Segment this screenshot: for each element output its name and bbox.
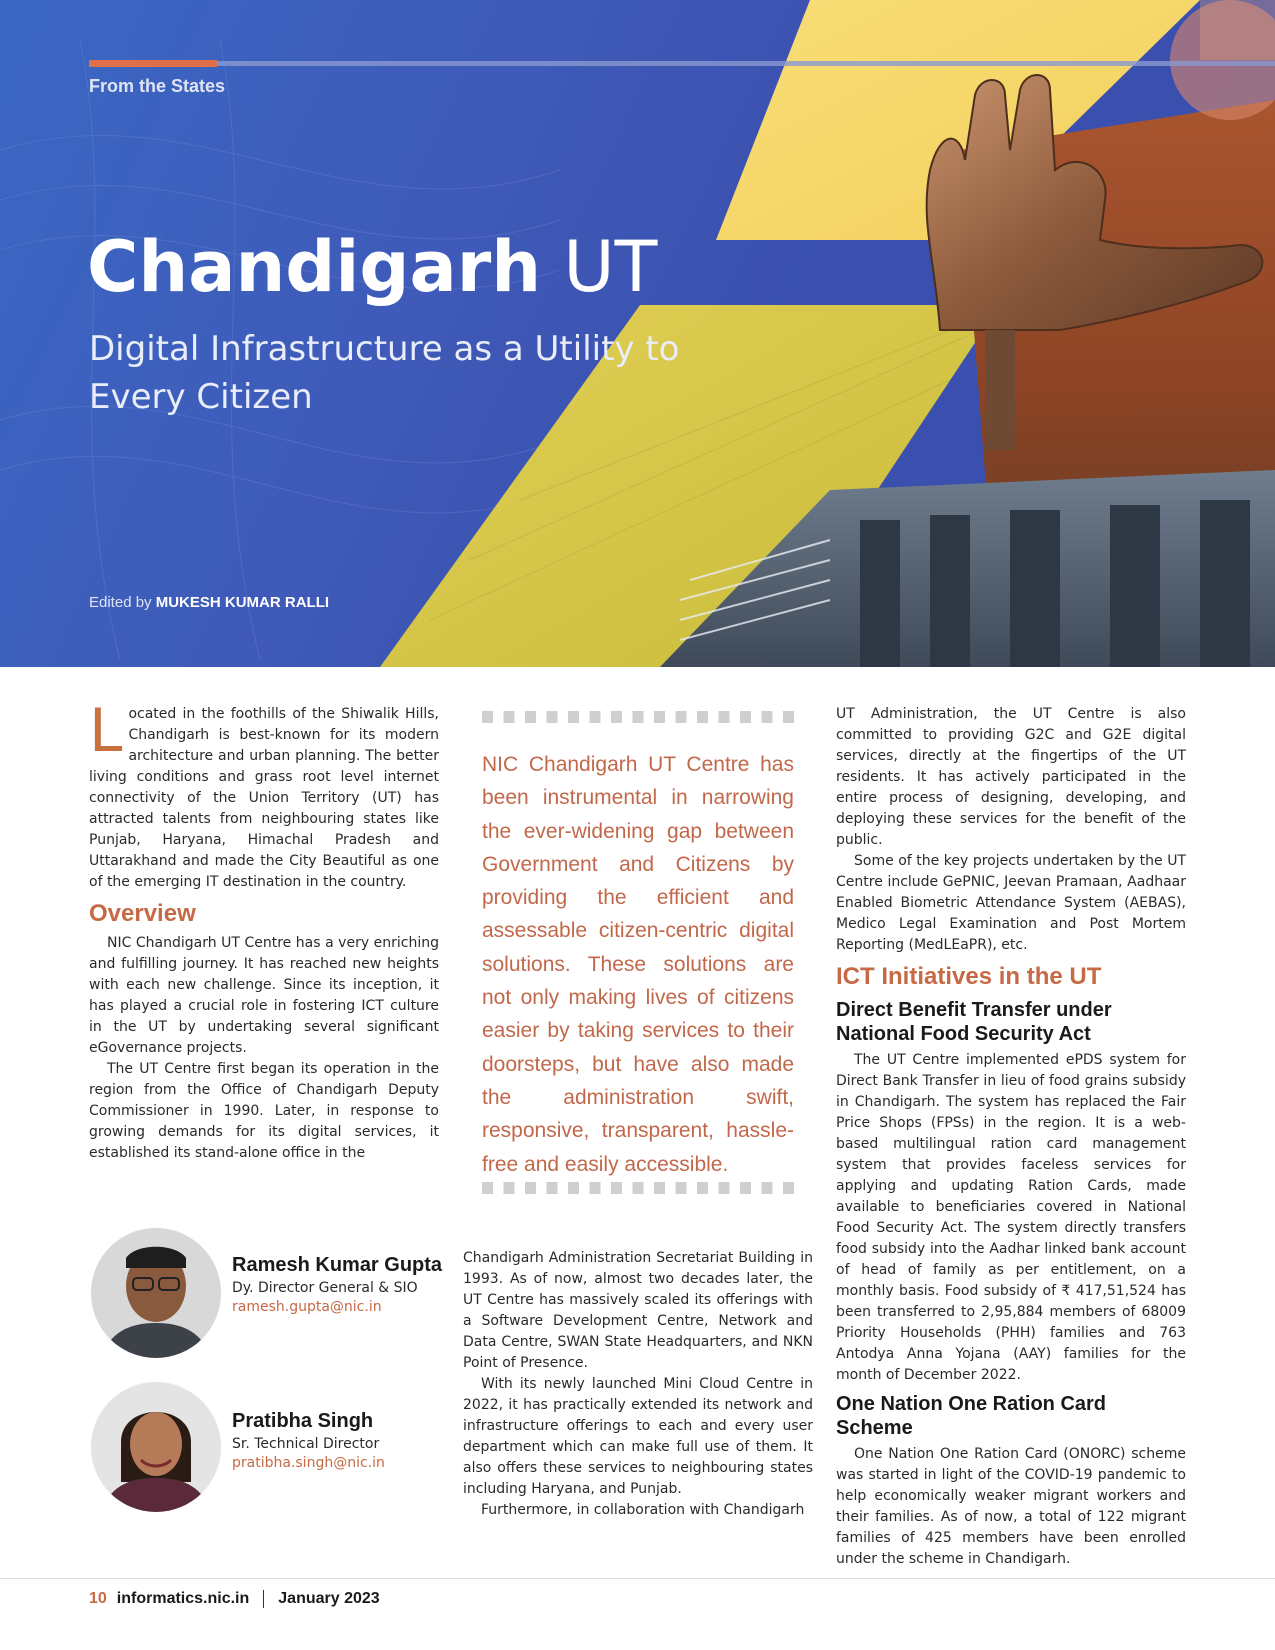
author-name-1: Ramesh Kumar Gupta <box>232 1254 443 1276</box>
section-rule <box>89 61 1275 66</box>
article-subtitle: Digital Infrastructure as a Utility to Every Citizen <box>89 329 680 417</box>
overview-paragraph-2: The UT Centre first began its operation in the region from the Office of Chandigarh Deputy Commissioner in 1990. Later, in response to growing demands for its digital services, it established its stand-alone office in the <box>89 1061 439 1161</box>
col2-paragraph-2: With its newly launched Mini Cloud Centre in 2022, it has practically extended its network and infrastructure offerings to each and every user department which can make full use of them. It also offers these services to neighbouring states including Haryana, and Punjab. <box>463 1376 813 1497</box>
author-email-2[interactable]: pratibha.singh@nic.in <box>232 1455 385 1471</box>
footer-issue: January 2023 <box>278 1590 380 1608</box>
editor-name: MUKESH KUMAR RALLI <box>155 594 330 611</box>
ict-initiatives-heading: ICT Initiatives in the UT <box>836 963 1102 990</box>
onorc-paragraph: One Nation One Ration Card (ONORC) scheme was started in light of the COVID-19 pandemic to help economically weaker migrant workers and their families. As of now, a total of 122 migrant families of 425 members have been enrolled under the scheme in Chandigarh. <box>836 1446 1186 1567</box>
pull-quote: NIC Chandigarh UT Centre has been instrumental in narrowing the ever-widening gap between Government and Citizens by providing the efficient and assessable citizen-centric digital solutions. These solutions are not only making lives of citizens easier by taking services to their doorsteps, but have also made the administration swift, responsive, transparent, hassle-free and easily accessible. <box>482 753 794 1176</box>
footer-rule <box>0 1578 1275 1579</box>
author-role-1: Dy. Director General & SIO <box>232 1280 418 1296</box>
drop-cap: L <box>89 696 123 766</box>
dbt-paragraph: The UT Centre implemented ePDS system for Direct Bank Transfer in lieu of food grains subsidy in Chandigarh. The system has replaced the Fair Price Shops (FPSs) in the region. It is a web-based multilingual ration card management system that provides faceless services for applying and updating Ration Cards, made available to beneficiaries covered in National Food Security Act. The system directly transfers food subsidy into the Aadhar linked bank account of head of family as per entitlement, on a monthly basis. Food subsidy of ₹ 417,51,524 has been transferred to 2,95,884 members of 68009 Priority Households (PHH) families and 763 Antodya Anna Yojana (AAY) families for the month of December 2022. <box>836 1052 1186 1383</box>
column-3 <box>836 704 1186 1570</box>
page-number: 10 <box>89 1590 107 1608</box>
column-2 <box>463 1248 813 1521</box>
overview-heading: Overview <box>89 900 196 927</box>
onorc-heading: One Nation One Ration Card Scheme <box>836 1393 1107 1439</box>
author-name-2: Pratibha Singh <box>232 1410 374 1432</box>
footer-divider <box>263 1590 264 1608</box>
avatar-icon <box>91 1382 221 1512</box>
col2-paragraph-1: Chandigarh Administration Secretariat Building in 1993. As of now, almost two decades later, the UT Centre has massively scaled its offerings with a Software Development Centre, Network and Data Centre, SWAN State Headquarters, and NKN Point of Presence. <box>463 1250 813 1371</box>
overview-paragraph-1: NIC Chandigarh UT Centre has a very enriching and fulfilling journey. It has reached new heights with each new challenge. Since its inception, it has played a crucial role in fostering ICT culture in the UT by undertaking several significant eGovernance projects. <box>89 935 439 1056</box>
edited-by <box>89 594 329 611</box>
intro-paragraph <box>89 696 439 893</box>
article-title <box>87 226 658 308</box>
author-email-1[interactable]: ramesh.gupta@nic.in <box>232 1299 382 1315</box>
col3-paragraph-2: Some of the key projects undertaken by the UT Centre include GePNIC, Jeevan Pramaan, Aadhaar Enabled Biometric Attendance System (AEBAS), Medico Legal Examination and Post Mortem Reporting (MedLEaPR), etc. <box>836 853 1186 953</box>
hero-banner <box>0 0 1275 667</box>
author-photo-2 <box>91 1382 221 1512</box>
intro-text: ocated in the foothills of the Shiwalik Hills, Chandigarh is best-known for its modern architecture and urban planning. The better living conditions and grass root level internet connectivity of the Union Territory (UT) has attracted talents from neighbouring states like Punjab, Haryana, Himachal Pradesh and Uttarakhand and made the City Beautiful as one of the emerging IT destination in the country. <box>89 706 439 890</box>
edited-by-prefix: Edited by <box>89 594 152 611</box>
quote-dots-bottom <box>482 1182 794 1194</box>
page-footer <box>89 1590 380 1608</box>
col3-paragraph-1: UT Administration, the UT Centre is also committed to providing G2C and G2E digital services, directly at the fingertips of the UT residents. It has actively participated in the entire process of designing, developing, and deploying these services for the benefit of the public. <box>836 706 1186 848</box>
dbt-heading: Direct Benefit Transfer under National Food Security Act <box>836 999 1112 1045</box>
author-role-2: Sr. Technical Director <box>232 1436 380 1452</box>
author-photo-1 <box>91 1228 221 1358</box>
title-bold: Chandigarh <box>87 226 542 308</box>
quote-dots-top <box>482 711 794 723</box>
title-light: UT <box>563 226 658 308</box>
column-1 <box>89 696 439 1164</box>
section-label: From the States <box>89 76 226 96</box>
footer-site[interactable]: informatics.nic.in <box>116 1590 250 1608</box>
avatar-icon <box>91 1228 221 1358</box>
section-rule-accent <box>89 60 217 67</box>
col2-paragraph-3: Furthermore, in collaboration with Chandigarh <box>481 1502 805 1518</box>
